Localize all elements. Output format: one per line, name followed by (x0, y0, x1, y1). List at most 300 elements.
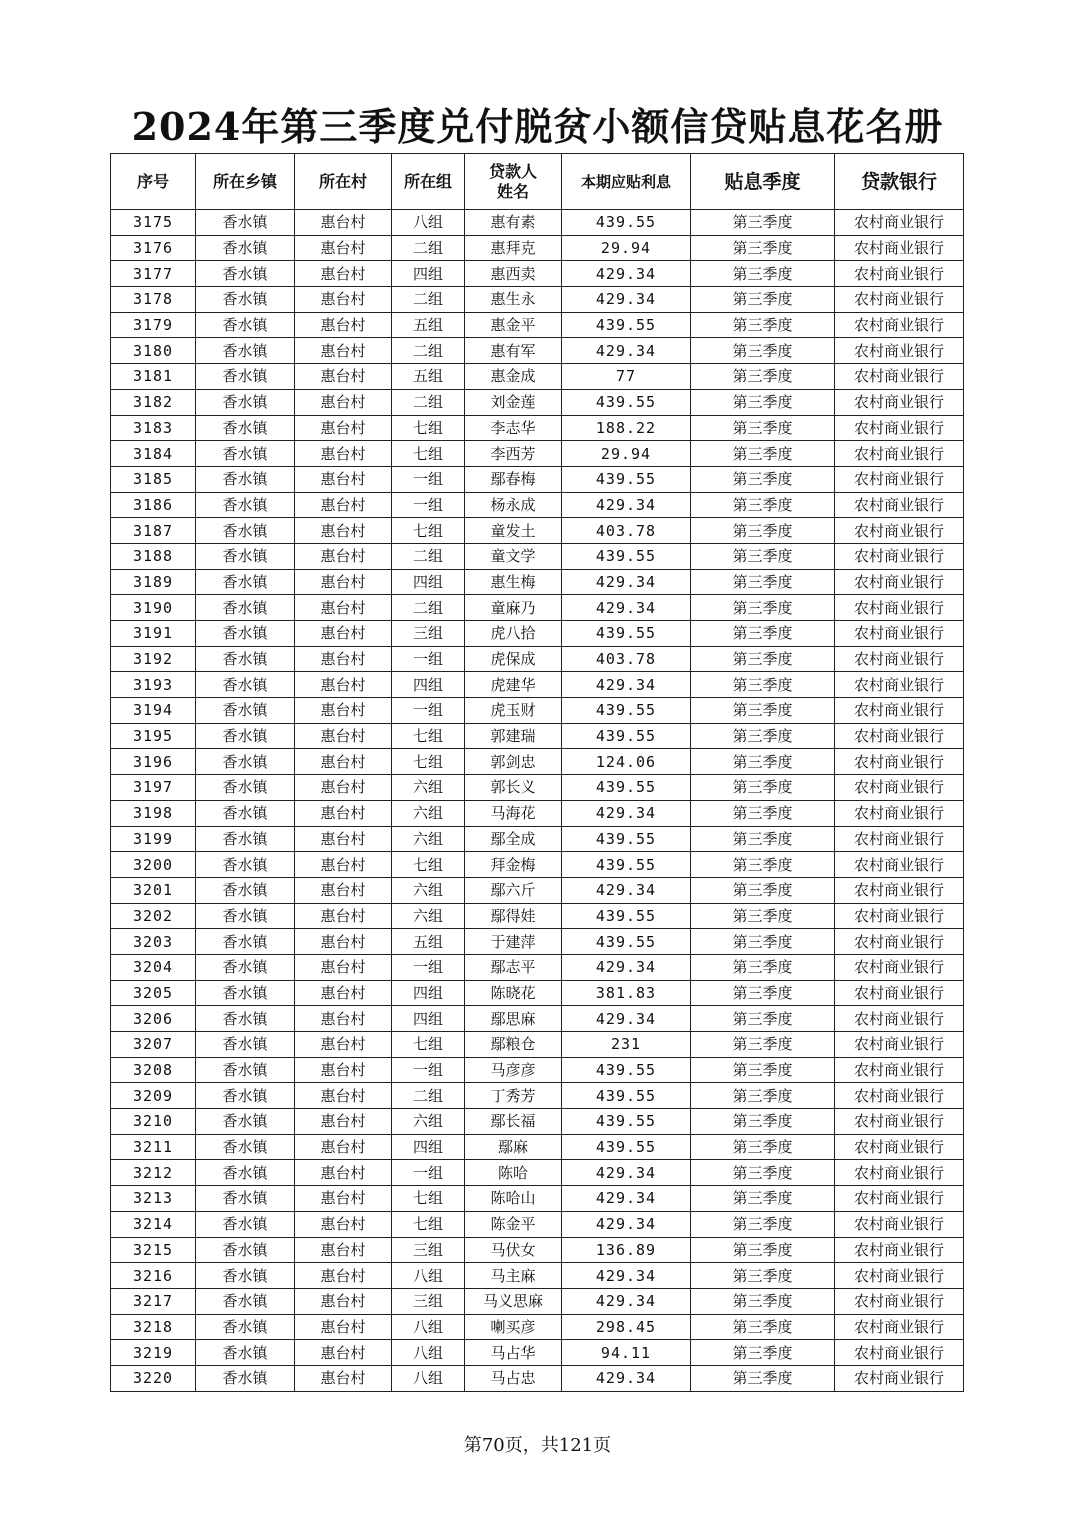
borrower-name-cell: 虎玉财 (465, 698, 562, 724)
table-row (111, 1263, 964, 1289)
header-group: 所在组 (392, 154, 465, 210)
village-cell: 惠台村 (295, 287, 392, 313)
borrower-name-cell: 鄢粮仓 (465, 1032, 562, 1058)
town-cell: 香水镇 (196, 775, 295, 801)
interest-cell: 439.55 (562, 1109, 691, 1135)
bank-cell: 农村商业银行 (835, 415, 964, 441)
group-cell: 五组 (392, 929, 465, 955)
village-cell: 惠台村 (295, 1083, 392, 1109)
table-row (111, 954, 964, 980)
town-cell: 香水镇 (196, 210, 295, 236)
table-row (111, 698, 964, 724)
borrower-name-cell: 鄢春梅 (465, 466, 562, 492)
interest-cell: 439.55 (562, 621, 691, 647)
quarter-cell: 第三季度 (691, 1314, 835, 1340)
seq-cell: 3185 (111, 466, 196, 492)
group-cell: 七组 (392, 852, 465, 878)
village-cell: 惠台村 (295, 749, 392, 775)
header-quarter: 贴息季度 (691, 154, 835, 210)
bank-cell: 农村商业银行 (835, 877, 964, 903)
interest-cell: 136.89 (562, 1237, 691, 1263)
borrower-name-cell: 鄢长福 (465, 1109, 562, 1135)
quarter-cell: 第三季度 (691, 466, 835, 492)
town-cell: 香水镇 (196, 903, 295, 929)
header-interest: 本期应贴利息 (562, 154, 691, 210)
seq-cell: 3208 (111, 1057, 196, 1083)
borrower-name-cell: 马主麻 (465, 1263, 562, 1289)
town-cell: 香水镇 (196, 569, 295, 595)
group-cell: 八组 (392, 1263, 465, 1289)
group-cell: 五组 (392, 364, 465, 390)
group-cell: 六组 (392, 826, 465, 852)
bank-cell: 农村商业银行 (835, 1160, 964, 1186)
bank-cell: 农村商业银行 (835, 1109, 964, 1135)
village-cell: 惠台村 (295, 646, 392, 672)
interest-cell: 439.55 (562, 543, 691, 569)
borrower-name-cell: 鄢六斤 (465, 877, 562, 903)
seq-cell: 3220 (111, 1365, 196, 1391)
group-cell: 七组 (392, 1032, 465, 1058)
quarter-cell: 第三季度 (691, 1057, 835, 1083)
group-cell: 五组 (392, 312, 465, 338)
seq-cell: 3204 (111, 954, 196, 980)
town-cell: 香水镇 (196, 1057, 295, 1083)
interest-cell: 429.34 (562, 1186, 691, 1212)
group-cell: 三组 (392, 1288, 465, 1314)
bank-cell: 农村商业银行 (835, 1057, 964, 1083)
quarter-cell: 第三季度 (691, 929, 835, 955)
subsidy-roster-table (110, 153, 964, 1392)
town-cell: 香水镇 (196, 492, 295, 518)
interest-cell: 439.55 (562, 852, 691, 878)
town-cell: 香水镇 (196, 287, 295, 313)
village-cell: 惠台村 (295, 261, 392, 287)
borrower-name-cell: 李西芳 (465, 441, 562, 467)
seq-cell: 3199 (111, 826, 196, 852)
village-cell: 惠台村 (295, 980, 392, 1006)
bank-cell: 农村商业银行 (835, 903, 964, 929)
bank-cell: 农村商业银行 (835, 954, 964, 980)
interest-cell: 429.34 (562, 569, 691, 595)
village-cell: 惠台村 (295, 1032, 392, 1058)
interest-cell: 124.06 (562, 749, 691, 775)
village-cell: 惠台村 (295, 543, 392, 569)
quarter-cell: 第三季度 (691, 1006, 835, 1032)
quarter-cell: 第三季度 (691, 595, 835, 621)
village-cell: 惠台村 (295, 954, 392, 980)
table-row (111, 1288, 964, 1314)
village-cell: 惠台村 (295, 595, 392, 621)
bank-cell: 农村商业银行 (835, 1032, 964, 1058)
seq-cell: 3203 (111, 929, 196, 955)
borrower-name-cell: 李志华 (465, 415, 562, 441)
group-cell: 二组 (392, 1083, 465, 1109)
interest-cell: 429.34 (562, 1263, 691, 1289)
bank-cell: 农村商业银行 (835, 723, 964, 749)
borrower-name-cell: 惠生梅 (465, 569, 562, 595)
seq-cell: 3179 (111, 312, 196, 338)
interest-cell: 439.55 (562, 723, 691, 749)
seq-cell: 3181 (111, 364, 196, 390)
town-cell: 香水镇 (196, 1340, 295, 1366)
village-cell: 惠台村 (295, 1006, 392, 1032)
interest-cell: 429.34 (562, 877, 691, 903)
bank-cell: 农村商业银行 (835, 621, 964, 647)
town-cell: 香水镇 (196, 852, 295, 878)
town-cell: 香水镇 (196, 954, 295, 980)
table-row (111, 723, 964, 749)
town-cell: 香水镇 (196, 595, 295, 621)
quarter-cell: 第三季度 (691, 338, 835, 364)
quarter-cell: 第三季度 (691, 1365, 835, 1391)
quarter-cell: 第三季度 (691, 518, 835, 544)
quarter-cell: 第三季度 (691, 441, 835, 467)
town-cell: 香水镇 (196, 877, 295, 903)
table-row (111, 621, 964, 647)
town-cell: 香水镇 (196, 338, 295, 364)
town-cell: 香水镇 (196, 312, 295, 338)
table-row (111, 518, 964, 544)
quarter-cell: 第三季度 (691, 1340, 835, 1366)
village-cell: 惠台村 (295, 621, 392, 647)
village-cell: 惠台村 (295, 466, 392, 492)
bank-cell: 农村商业银行 (835, 1237, 964, 1263)
group-cell: 六组 (392, 800, 465, 826)
group-cell: 六组 (392, 877, 465, 903)
header-village: 所在村 (295, 154, 392, 210)
document-title: 2024年第三季度兑付脱贫小额信贷贴息花名册 (131, 104, 944, 149)
seq-cell: 3187 (111, 518, 196, 544)
group-cell: 一组 (392, 646, 465, 672)
borrower-name-cell: 马伏女 (465, 1237, 562, 1263)
group-cell: 六组 (392, 903, 465, 929)
seq-cell: 3192 (111, 646, 196, 672)
village-cell: 惠台村 (295, 312, 392, 338)
table-row (111, 646, 964, 672)
bank-cell: 农村商业银行 (835, 672, 964, 698)
borrower-name-cell: 鄢得娃 (465, 903, 562, 929)
village-cell: 惠台村 (295, 492, 392, 518)
interest-cell: 439.55 (562, 389, 691, 415)
borrower-name-cell: 鄢全成 (465, 826, 562, 852)
quarter-cell: 第三季度 (691, 800, 835, 826)
table-row (111, 235, 964, 261)
bank-cell: 农村商业银行 (835, 775, 964, 801)
town-cell: 香水镇 (196, 518, 295, 544)
village-cell: 惠台村 (295, 1365, 392, 1391)
seq-cell: 3219 (111, 1340, 196, 1366)
interest-cell: 188.22 (562, 415, 691, 441)
table-row (111, 364, 964, 390)
seq-cell: 3216 (111, 1263, 196, 1289)
borrower-name-cell: 鄢志平 (465, 954, 562, 980)
seq-cell: 3217 (111, 1288, 196, 1314)
quarter-cell: 第三季度 (691, 235, 835, 261)
table-row (111, 1365, 964, 1391)
quarter-cell: 第三季度 (691, 698, 835, 724)
bank-cell: 农村商业银行 (835, 287, 964, 313)
borrower-name-cell: 惠有素 (465, 210, 562, 236)
interest-cell: 429.34 (562, 287, 691, 313)
interest-cell: 429.34 (562, 954, 691, 980)
borrower-name-cell: 鄢麻 (465, 1134, 562, 1160)
table-row (111, 466, 964, 492)
table-body (111, 210, 964, 1392)
table-row (111, 261, 964, 287)
quarter-cell: 第三季度 (691, 954, 835, 980)
table-row (111, 749, 964, 775)
seq-cell: 3180 (111, 338, 196, 364)
quarter-cell: 第三季度 (691, 646, 835, 672)
header-bank: 贷款银行 (835, 154, 964, 210)
borrower-name-cell: 虎八拾 (465, 621, 562, 647)
bank-cell: 农村商业银行 (835, 1340, 964, 1366)
table-row (111, 1057, 964, 1083)
town-cell: 香水镇 (196, 415, 295, 441)
seq-cell: 3186 (111, 492, 196, 518)
village-cell: 惠台村 (295, 1109, 392, 1135)
interest-cell: 439.55 (562, 466, 691, 492)
village-cell: 惠台村 (295, 1288, 392, 1314)
quarter-cell: 第三季度 (691, 543, 835, 569)
village-cell: 惠台村 (295, 1314, 392, 1340)
bank-cell: 农村商业银行 (835, 1288, 964, 1314)
seq-cell: 3184 (111, 441, 196, 467)
village-cell: 惠台村 (295, 235, 392, 261)
table-row (111, 389, 964, 415)
bank-cell: 农村商业银行 (835, 1365, 964, 1391)
seq-cell: 3212 (111, 1160, 196, 1186)
quarter-cell: 第三季度 (691, 364, 835, 390)
village-cell: 惠台村 (295, 338, 392, 364)
table-row (111, 543, 964, 569)
header-town: 所在乡镇 (196, 154, 295, 210)
quarter-cell: 第三季度 (691, 1237, 835, 1263)
interest-cell: 298.45 (562, 1314, 691, 1340)
seq-cell: 3197 (111, 775, 196, 801)
group-cell: 一组 (392, 1057, 465, 1083)
quarter-cell: 第三季度 (691, 1032, 835, 1058)
borrower-name-cell: 马海花 (465, 800, 562, 826)
town-cell: 香水镇 (196, 364, 295, 390)
group-cell: 七组 (392, 1211, 465, 1237)
seq-cell: 3214 (111, 1211, 196, 1237)
bank-cell: 农村商业银行 (835, 364, 964, 390)
table-row (111, 1109, 964, 1135)
borrower-name-cell: 惠金平 (465, 312, 562, 338)
table-row (111, 826, 964, 852)
town-cell: 香水镇 (196, 749, 295, 775)
town-cell: 香水镇 (196, 826, 295, 852)
town-cell: 香水镇 (196, 441, 295, 467)
interest-cell: 77 (562, 364, 691, 390)
borrower-name-cell: 鄢思麻 (465, 1006, 562, 1032)
bank-cell: 农村商业银行 (835, 518, 964, 544)
quarter-cell: 第三季度 (691, 672, 835, 698)
borrower-name-cell: 陈哈 (465, 1160, 562, 1186)
interest-cell: 439.55 (562, 903, 691, 929)
town-cell: 香水镇 (196, 1263, 295, 1289)
group-cell: 七组 (392, 518, 465, 544)
quarter-cell: 第三季度 (691, 389, 835, 415)
bank-cell: 农村商业银行 (835, 1186, 964, 1212)
borrower-name-cell: 陈晓花 (465, 980, 562, 1006)
interest-cell: 439.55 (562, 775, 691, 801)
table-row (111, 569, 964, 595)
quarter-cell: 第三季度 (691, 492, 835, 518)
seq-cell: 3176 (111, 235, 196, 261)
group-cell: 二组 (392, 338, 465, 364)
borrower-name-cell: 虎保成 (465, 646, 562, 672)
interest-cell: 429.34 (562, 492, 691, 518)
quarter-cell: 第三季度 (691, 287, 835, 313)
town-cell: 香水镇 (196, 1314, 295, 1340)
group-cell: 四组 (392, 569, 465, 595)
village-cell: 惠台村 (295, 1340, 392, 1366)
town-cell: 香水镇 (196, 723, 295, 749)
interest-cell: 439.55 (562, 929, 691, 955)
village-cell: 惠台村 (295, 569, 392, 595)
group-cell: 四组 (392, 672, 465, 698)
seq-cell: 3195 (111, 723, 196, 749)
bank-cell: 农村商业银行 (835, 800, 964, 826)
seq-cell: 3207 (111, 1032, 196, 1058)
interest-cell: 429.34 (562, 1160, 691, 1186)
town-cell: 香水镇 (196, 1237, 295, 1263)
bank-cell: 农村商业银行 (835, 492, 964, 518)
borrower-name-cell: 杨永成 (465, 492, 562, 518)
interest-cell: 403.78 (562, 518, 691, 544)
table-row (111, 1186, 964, 1212)
interest-cell: 403.78 (562, 646, 691, 672)
group-cell: 六组 (392, 775, 465, 801)
bank-cell: 农村商业银行 (835, 1263, 964, 1289)
bank-cell: 农村商业银行 (835, 646, 964, 672)
borrower-name-cell: 郭长义 (465, 775, 562, 801)
bank-cell: 农村商业银行 (835, 235, 964, 261)
seq-cell: 3188 (111, 543, 196, 569)
bank-cell: 农村商业银行 (835, 929, 964, 955)
group-cell: 七组 (392, 749, 465, 775)
interest-cell: 29.94 (562, 235, 691, 261)
quarter-cell: 第三季度 (691, 1186, 835, 1212)
group-cell: 八组 (392, 1365, 465, 1391)
table-row (111, 287, 964, 313)
bank-cell: 农村商业银行 (835, 1314, 964, 1340)
table-row (111, 929, 964, 955)
bank-cell: 农村商业银行 (835, 826, 964, 852)
borrower-name-cell: 马彦彦 (465, 1057, 562, 1083)
table-row (111, 903, 964, 929)
borrower-name-cell: 惠西卖 (465, 261, 562, 287)
bank-cell: 农村商业银行 (835, 389, 964, 415)
interest-cell: 439.55 (562, 312, 691, 338)
table-row (111, 1032, 964, 1058)
borrower-name-cell: 刘金莲 (465, 389, 562, 415)
town-cell: 香水镇 (196, 1186, 295, 1212)
bank-cell: 农村商业银行 (835, 466, 964, 492)
village-cell: 惠台村 (295, 903, 392, 929)
group-cell: 七组 (392, 723, 465, 749)
village-cell: 惠台村 (295, 1160, 392, 1186)
town-cell: 香水镇 (196, 261, 295, 287)
group-cell: 四组 (392, 1006, 465, 1032)
header-borrower-line1: 贷款人 (488, 161, 537, 181)
interest-cell: 439.55 (562, 1134, 691, 1160)
village-cell: 惠台村 (295, 1263, 392, 1289)
bank-cell: 农村商业银行 (835, 1006, 964, 1032)
interest-cell: 429.34 (562, 1006, 691, 1032)
town-cell: 香水镇 (196, 1160, 295, 1186)
borrower-name-cell: 童麻乃 (465, 595, 562, 621)
header-borrower-line2: 姓名 (496, 181, 529, 201)
seq-cell: 3182 (111, 389, 196, 415)
village-cell: 惠台村 (295, 415, 392, 441)
header-borrower-name (465, 154, 562, 210)
bank-cell: 农村商业银行 (835, 210, 964, 236)
quarter-cell: 第三季度 (691, 1083, 835, 1109)
group-cell: 一组 (392, 1160, 465, 1186)
group-cell: 七组 (392, 1186, 465, 1212)
borrower-name-cell: 郭建瑞 (465, 723, 562, 749)
quarter-cell: 第三季度 (691, 1160, 835, 1186)
seq-cell: 3209 (111, 1083, 196, 1109)
village-cell: 惠台村 (295, 1057, 392, 1083)
town-cell: 香水镇 (196, 543, 295, 569)
borrower-name-cell: 陈金平 (465, 1211, 562, 1237)
table-row (111, 672, 964, 698)
table-row (111, 312, 964, 338)
borrower-name-cell: 虎建华 (465, 672, 562, 698)
village-cell: 惠台村 (295, 723, 392, 749)
table-row (111, 492, 964, 518)
seq-cell: 3190 (111, 595, 196, 621)
group-cell: 三组 (392, 1237, 465, 1263)
quarter-cell: 第三季度 (691, 852, 835, 878)
quarter-cell: 第三季度 (691, 261, 835, 287)
seq-cell: 3198 (111, 800, 196, 826)
bank-cell: 农村商业银行 (835, 1211, 964, 1237)
seq-cell: 3178 (111, 287, 196, 313)
interest-cell: 429.34 (562, 800, 691, 826)
table-row (111, 210, 964, 236)
quarter-cell: 第三季度 (691, 1109, 835, 1135)
borrower-name-cell: 童文学 (465, 543, 562, 569)
village-cell: 惠台村 (295, 1134, 392, 1160)
group-cell: 八组 (392, 1340, 465, 1366)
group-cell: 七组 (392, 441, 465, 467)
town-cell: 香水镇 (196, 698, 295, 724)
table-row (111, 1340, 964, 1366)
bank-cell: 农村商业银行 (835, 543, 964, 569)
table-row (111, 980, 964, 1006)
town-cell: 香水镇 (196, 1032, 295, 1058)
borrower-name-cell: 惠有军 (465, 338, 562, 364)
town-cell: 香水镇 (196, 1288, 295, 1314)
group-cell: 四组 (392, 980, 465, 1006)
interest-cell: 439.55 (562, 698, 691, 724)
interest-cell: 429.34 (562, 338, 691, 364)
village-cell: 惠台村 (295, 877, 392, 903)
table-row (111, 415, 964, 441)
village-cell: 惠台村 (295, 1237, 392, 1263)
borrower-name-cell: 惠生永 (465, 287, 562, 313)
table-row (111, 1314, 964, 1340)
group-cell: 二组 (392, 543, 465, 569)
village-cell: 惠台村 (295, 826, 392, 852)
seq-cell: 3177 (111, 261, 196, 287)
town-cell: 香水镇 (196, 389, 295, 415)
